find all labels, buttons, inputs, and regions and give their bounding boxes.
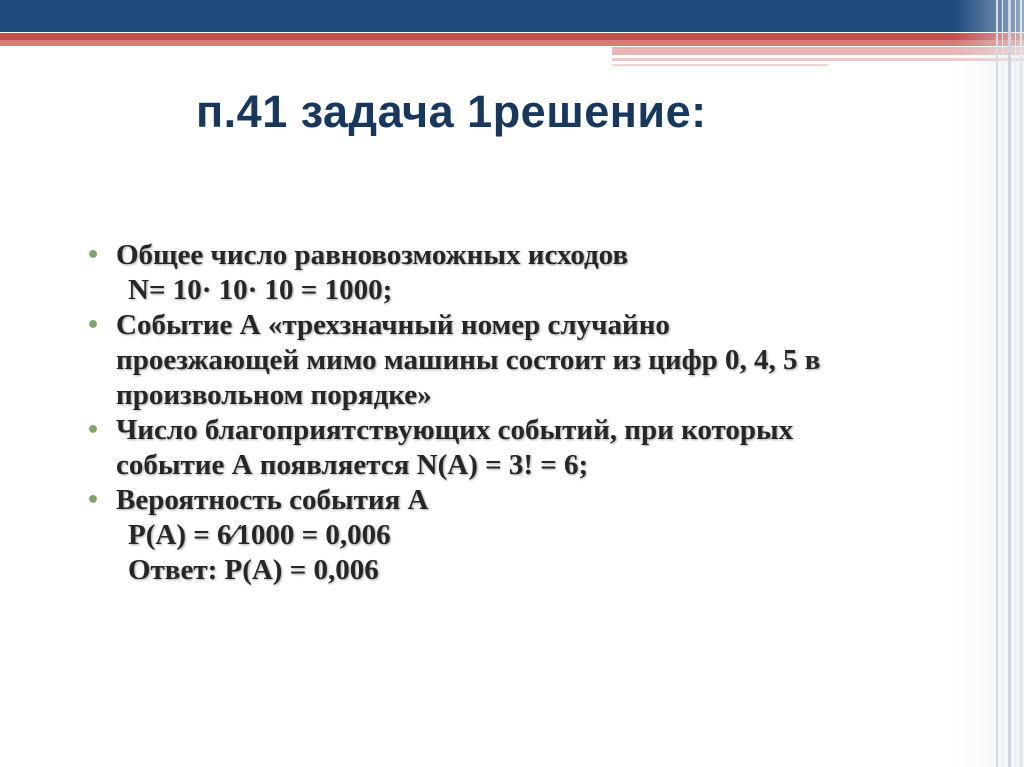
bullet-line: Событие А «трехзначный номер случайно xyxy=(116,309,670,341)
vertical-decor-line xyxy=(1020,0,1022,767)
bullet-line: Число благоприятствующих событий, при которых xyxy=(116,414,794,446)
bullet-line: Вероятность события А xyxy=(116,484,429,516)
bullet-line: событие А появляется N(A) = 3! = 6; xyxy=(116,449,589,481)
bullet-list xyxy=(84,238,964,588)
bullet-item xyxy=(84,413,964,483)
vertical-decor-line xyxy=(1008,0,1011,767)
vertical-decor-line xyxy=(996,0,998,767)
slide-title: п.41 задача 1решение: xyxy=(196,86,707,137)
answer-line: Ответ: P(A) = 0,006 xyxy=(128,554,379,586)
page-curl-shade xyxy=(955,0,1024,767)
bullet-dot-icon: • xyxy=(86,243,101,268)
bullet-dot-icon: • xyxy=(86,313,101,338)
bullet-line: проезжающей мимо машины состоит из цифр 0, 4, 5 в xyxy=(116,344,821,376)
top-pink-stripe-short xyxy=(612,64,828,66)
bullet-item xyxy=(84,238,964,308)
vertical-decor-line xyxy=(1015,0,1016,767)
top-red-stripe-light xyxy=(0,40,1024,46)
vertical-decor-line xyxy=(1002,0,1003,767)
bullet-line: произвольном порядке» xyxy=(116,379,432,411)
bullet-item xyxy=(84,483,964,588)
bullet-line: Общее число равновозможных исходов xyxy=(116,239,629,271)
top-navy-stripe xyxy=(0,0,1024,32)
bullet-dot-icon: • xyxy=(86,488,101,513)
formula-line: N= 10· 10· 10 = 1000; xyxy=(128,274,393,306)
bullet-dot-icon: • xyxy=(86,418,101,443)
top-red-stripe xyxy=(0,33,1024,40)
formula-line: P(A) = 6⁄1000 = 0,006 xyxy=(128,519,391,551)
bullet-item xyxy=(84,308,964,413)
